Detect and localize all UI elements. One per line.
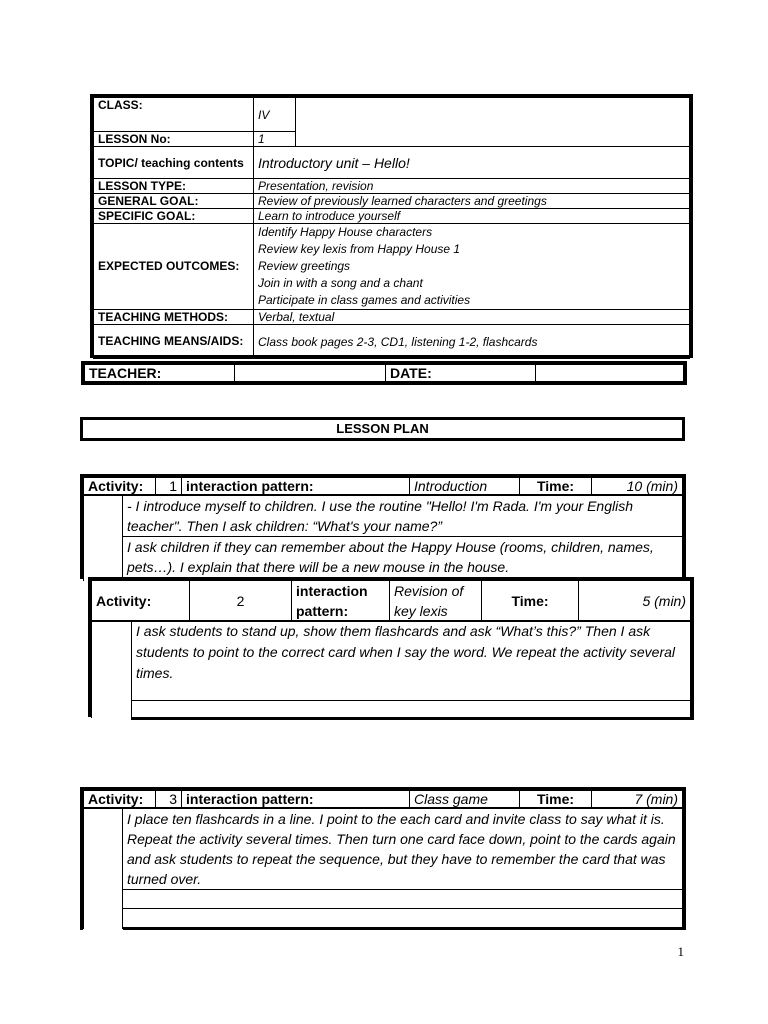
expected-item: Review greetings (258, 259, 351, 273)
activity-1 (80, 474, 686, 579)
expected-item: Participate in class games and activities (258, 293, 471, 307)
activity-label: Activity: (84, 478, 156, 495)
blank-row (132, 701, 691, 718)
right-rule (691, 577, 694, 720)
activity-1-text-2: I ask children if they can remember about the Happy House (rooms, children, names, pets…). I explain that there will be a new mouse in the house. (123, 537, 683, 581)
time-label: Time: (482, 581, 579, 622)
time-value: 5 (min) (579, 581, 691, 622)
activity-2-text-1: I ask students to stand up, show them flashcards and ask “What’s this?” Then I ask students to point to the correct card when I say the word. We repeat the activity several times. (132, 621, 691, 701)
right-rule (683, 787, 686, 930)
means-label: TEACHING MEANS/AIDS: (94, 325, 254, 359)
activity-3-body (83, 808, 683, 929)
interaction-pattern-value: Class game (410, 791, 520, 808)
general-goal-label: GENERAL GOAL: (94, 194, 254, 209)
lesson-info-box (90, 94, 693, 358)
methods-label: TEACHING METHODS: (94, 310, 254, 325)
blank-row (123, 909, 683, 929)
interaction-pattern-label: interaction pattern: (182, 791, 410, 808)
class-label: CLASS: (94, 98, 254, 132)
expected-item: Identify Happy House characters (258, 225, 433, 239)
teacher-label: TEACHER: (85, 365, 235, 382)
topic-label: TOPIC/ teaching contents (94, 147, 254, 179)
lesson-info-table (93, 97, 690, 359)
blank-row (123, 890, 683, 909)
time-value: 10 (min) (592, 478, 683, 495)
blank-cell (84, 496, 123, 581)
expected-item: Join in with a song and a chant (258, 276, 423, 290)
blank-cell (92, 621, 132, 718)
blank-cell (84, 809, 123, 929)
activity-2-body (91, 620, 691, 718)
activity-3-text-1: I place ten flashcards in a line. I point to the each card and invite class to say what it is. Repeat the activity several times. Then turn one card face down, point to the cards again and ask students to repeat the sequence, but they have to remember the card that was turned over. (123, 809, 683, 890)
specific-goal-label: SPECIFIC GOAL: (94, 209, 254, 224)
lesson-no-label: LESSON No: (94, 132, 254, 147)
time-label: Time: (520, 478, 592, 495)
interaction-pattern-value: Revision of key lexis (390, 581, 482, 622)
expected-outcomes-label: EXPECTED OUTCOMES: (94, 224, 254, 310)
date-label: DATE: (386, 365, 536, 382)
means-value: Class book pages 2-3, CD1, listening 1-2, flashcards (254, 325, 690, 359)
date-field[interactable] (536, 365, 684, 382)
time-value: 7 (min) (592, 791, 683, 808)
time-label: Time: (520, 791, 592, 808)
lesson-type-value: Presentation, revision (254, 179, 690, 194)
activity-label: Activity: (92, 581, 190, 622)
page-number: 1 (677, 944, 684, 959)
lesson-type-label: LESSON TYPE: (94, 179, 254, 194)
methods-value: Verbal, textual (254, 310, 690, 325)
interaction-pattern-value: Introduction (410, 478, 520, 495)
specific-goal-value: Learn to introduce yourself (254, 209, 690, 224)
lesson-plan-title: LESSON PLAN (80, 417, 685, 441)
activity-1-body (83, 495, 683, 581)
activity-number: 3 (156, 791, 182, 808)
teacher-field[interactable] (235, 365, 386, 382)
activity-1-header (83, 477, 683, 495)
teacher-date-table (84, 364, 684, 382)
activity-2 (88, 577, 694, 720)
activity-number: 2 (190, 581, 292, 622)
lesson-no-value: 1 (254, 132, 296, 147)
interaction-pattern-label: interaction pattern: (182, 478, 410, 495)
expected-outcomes-list (254, 224, 690, 310)
class-value: IV (254, 98, 296, 132)
blank-cell (296, 98, 690, 147)
interaction-pattern-label: interaction pattern: (292, 581, 390, 622)
activity-3 (80, 787, 686, 930)
teacher-date-box (81, 361, 687, 385)
activity-3-header (83, 790, 683, 808)
activity-label: Activity: (84, 791, 156, 808)
general-goal-value: Review of previously learned characters and greetings (254, 194, 690, 209)
expected-item: Review key lexis from Happy House 1 (258, 242, 461, 256)
activity-2-header (91, 580, 691, 622)
activity-1-text-1: - I introduce myself to children. I use the routine "Hello! I'm Rada. I'm your English teacher". Then I ask children: “What's your name?” (123, 496, 683, 537)
topic-value: Introductory unit – Hello! (254, 147, 690, 179)
activity-number: 1 (156, 478, 182, 495)
right-rule (683, 474, 686, 579)
